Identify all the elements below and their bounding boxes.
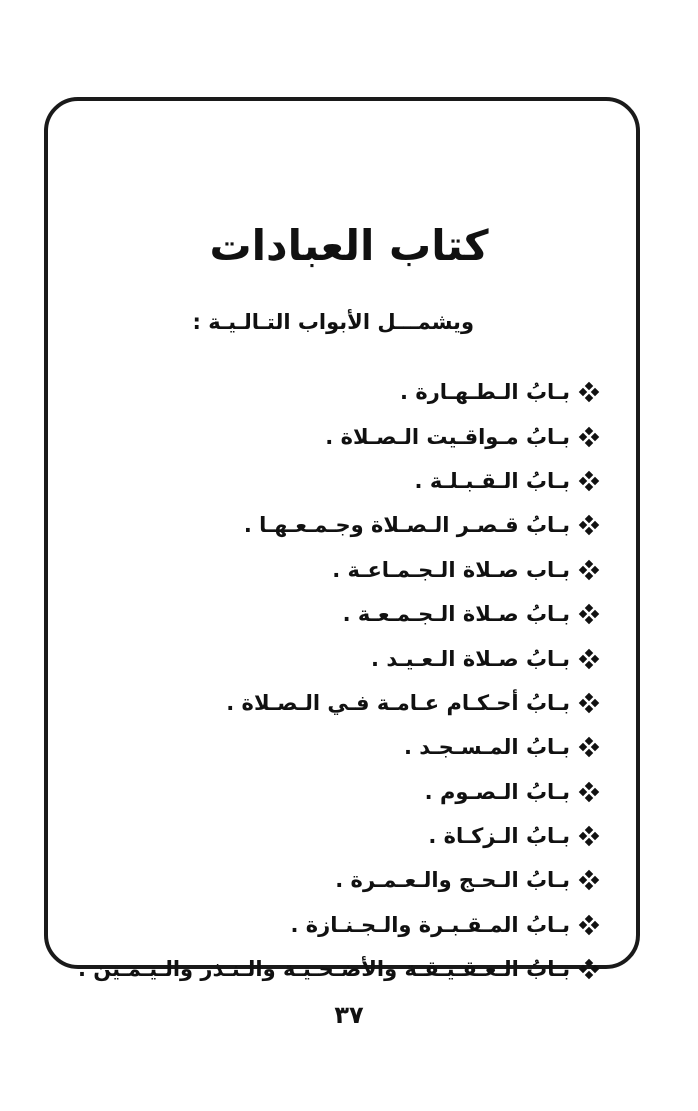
diamond-bullet-icon [580, 605, 598, 623]
list-item [78, 858, 598, 902]
diamond-bullet-icon [580, 871, 598, 889]
list-item [78, 459, 598, 503]
chapter-label: بـابُ المـقـبـرة والـجـنـازة . [290, 912, 570, 937]
chapter-label: بـابُ الـحـج والـعـمـرة . [335, 868, 570, 893]
diamond-bullet-icon [580, 561, 598, 579]
chapter-label: بـابُ الـصـوم . [424, 779, 570, 804]
list-item [78, 814, 598, 858]
list-item [78, 503, 598, 547]
chapter-label: بـابُ المـسـجـد . [404, 735, 570, 760]
list-item [78, 370, 598, 414]
diamond-bullet-icon [580, 960, 598, 978]
diamond-bullet-icon [580, 472, 598, 490]
chapter-label: بـابُ الـطـهـارة . [400, 380, 570, 405]
list-item [78, 770, 598, 814]
chapter-label: بـابُ قـصـر الـصـلاة وجـمـعـهـا . [243, 513, 570, 538]
page-title: كتاب العبادات [209, 221, 489, 270]
chapter-list [78, 370, 598, 991]
diamond-bullet-icon [580, 916, 598, 934]
chapter-label: بـابُ الـقـبـلـة . [414, 468, 570, 493]
chapter-label: بـابُ أحـكـام عـامـة فـي الـصـلاة . [226, 690, 570, 715]
diamond-bullet-icon [580, 428, 598, 446]
diamond-bullet-icon [580, 738, 598, 756]
diamond-bullet-icon [580, 694, 598, 712]
list-item [78, 636, 598, 680]
chapter-label: بـابُ صـلاة الـجـمـعـة . [342, 602, 570, 627]
list-item [78, 592, 598, 636]
diamond-bullet-icon [580, 650, 598, 668]
list-item [78, 947, 598, 991]
page-number: ٣٧ [334, 1001, 364, 1029]
chapter-label: بـابُ الـعـقـيـقـة والأضـحـيـة والـنـذر والـيـمـين . [78, 957, 571, 982]
chapter-label: بـاب صـلاة الـجـمـاعـة . [332, 557, 570, 582]
list-item [78, 681, 598, 725]
list-item [78, 903, 598, 947]
intro-text: ويشمـــل الأبواب التـالـيـة : [192, 310, 474, 334]
chapter-label: بـابُ الـزكـاة . [428, 824, 570, 849]
chapter-label: بـابُ صـلاة الـعـيـد . [371, 646, 570, 671]
diamond-bullet-icon [580, 516, 598, 534]
diamond-bullet-icon [580, 827, 598, 845]
list-item [78, 725, 598, 769]
list-item [78, 548, 598, 592]
diamond-bullet-icon [580, 783, 598, 801]
diamond-bullet-icon [580, 383, 598, 401]
chapter-label: بـابُ مـواقـيت الـصـلاة . [325, 424, 570, 449]
list-item [78, 414, 598, 458]
